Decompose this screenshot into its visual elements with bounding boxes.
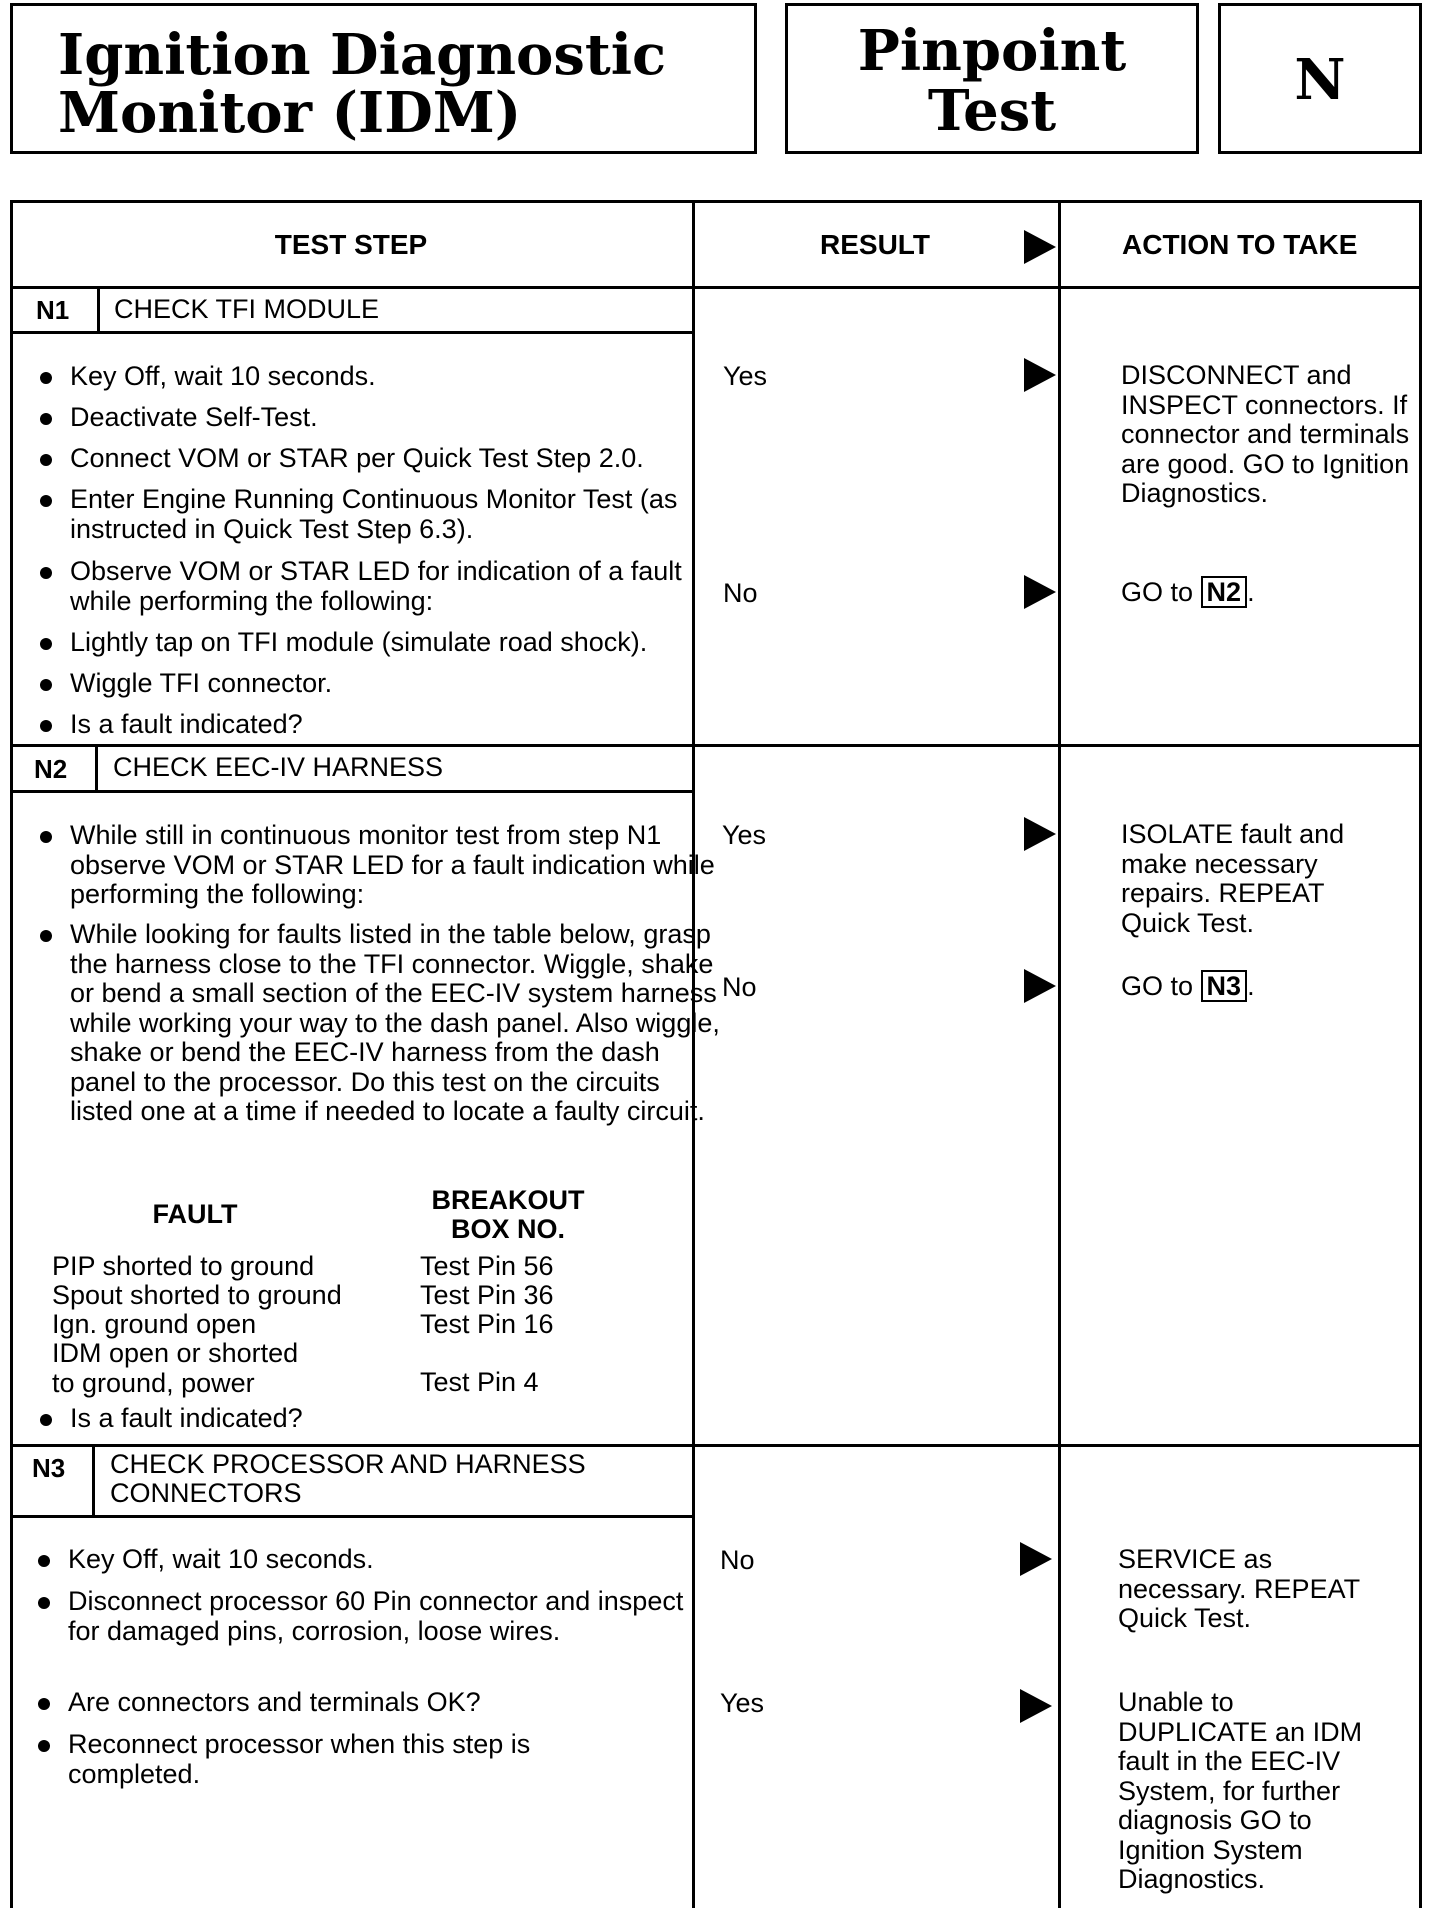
- step-reference-link[interactable]: N2: [1201, 576, 1248, 608]
- fault-name: Spout shorted to ground: [52, 1280, 342, 1310]
- step-reference-link[interactable]: N3: [1201, 970, 1248, 1002]
- result-value: Yes: [722, 820, 767, 850]
- step-title-divider: [10, 331, 692, 334]
- pinpoint-label-line2: Test: [927, 78, 1057, 144]
- step-instruction: Wiggle TFI connector.: [34, 669, 720, 699]
- action-goto: [1121, 970, 1255, 1002]
- step-title-divider: [10, 790, 692, 793]
- column-header-action: ACTION TO TAKE: [1122, 229, 1358, 260]
- step-instruction: Connect VOM or STAR per Quick Test Step 2.0.: [34, 444, 720, 474]
- step-instruction: Observe VOM or STAR LED for indication of a fault while performing the following:: [34, 557, 720, 616]
- step-instruction: Disconnect processor 60 Pin connector and inspect for damaged pins, corrosion, loose wires.: [32, 1587, 688, 1646]
- step-instruction: Lightly tap on TFI module (simulate road shock).: [34, 628, 720, 658]
- breakout-pin: Test Pin 56: [420, 1251, 554, 1281]
- test-letter: N: [1294, 47, 1346, 113]
- result-value: No: [722, 972, 757, 1002]
- pinpoint-test-box: [785, 3, 1199, 154]
- test-letter-box: [1218, 3, 1422, 154]
- step-instruction: While looking for faults listed in the table below, grasp the harness close to the TFI connector. Wiggle, shake or bend a small section of the EEC-IV system harness while working your way to the dash panel. Also wiggle, shake or bend the EEC-IV harness from the dash panel to the processor. Do this test on the circuits listed one at a time if needed to locate a faulty circuit.: [34, 920, 720, 1127]
- fault-table-header-fault: FAULT: [152, 1199, 238, 1229]
- arrow-icon: [1020, 1542, 1052, 1576]
- column-header-result: RESULT: [820, 229, 930, 260]
- arrow-icon: [1024, 230, 1056, 264]
- action-goto: [1121, 576, 1255, 608]
- step-id: N1: [36, 295, 70, 325]
- arrow-icon: [1024, 969, 1056, 1003]
- step-id-divider: [92, 1444, 95, 1516]
- step-instruction: Key Off, wait 10 seconds.: [34, 362, 720, 392]
- step-instruction: Enter Engine Running Continuous Monitor Test (as instructed in Quick Test Step 6.3).: [34, 485, 720, 544]
- step-id-divider: [95, 744, 98, 790]
- result-value: Yes: [720, 1688, 765, 1718]
- action-text: SERVICE as necessary. REPEAT Quick Test.: [1118, 1544, 1360, 1633]
- breakout-pin: Test Pin 4: [420, 1367, 539, 1397]
- step-instruction: Is a fault indicated?: [34, 710, 720, 740]
- document-title-line2: Monitor (IDM): [58, 80, 522, 146]
- step-id-divider: [97, 286, 100, 332]
- arrow-icon: [1024, 358, 1056, 392]
- column-header-test-step: TEST STEP: [274, 229, 428, 260]
- pinpoint-label-line1: Pinpoint: [857, 18, 1127, 84]
- breakout-pin: Test Pin 36: [420, 1280, 554, 1310]
- action-goto-suffix: .: [1247, 971, 1255, 1001]
- title-box: [10, 3, 757, 154]
- step-instruction: Deactivate Self-Test.: [34, 403, 720, 433]
- step-instruction: Are connectors and terminals OK?: [32, 1688, 688, 1718]
- step-title: CHECK TFI MODULE: [114, 294, 380, 324]
- arrow-icon: [1020, 1689, 1052, 1723]
- result-value: No: [720, 1545, 755, 1575]
- step-title: CHECK PROCESSOR AND HARNESS CONNECTORS: [110, 1449, 586, 1508]
- action-goto-suffix: .: [1247, 577, 1255, 607]
- action-goto-prefix: GO to: [1121, 577, 1194, 607]
- action-text: DISCONNECT and INSPECT connectors. If connector and terminals are good. GO to Ignition Diagnostics.: [1121, 360, 1410, 508]
- step-instruction: Is a fault indicated?: [34, 1404, 720, 1434]
- fault-table-header-breakout: BREAKOUT BOX NO.: [431, 1185, 585, 1244]
- action-text: Unable to DUPLICATE an IDM fault in the EEC-IV System, for further diagnosis GO to Ignition System Diagnostics.: [1118, 1687, 1363, 1894]
- header-row-divider: [10, 286, 1422, 289]
- step-id: N3: [32, 1453, 66, 1483]
- step-instruction: Key Off, wait 10 seconds.: [32, 1545, 688, 1575]
- step-divider: [10, 744, 1422, 747]
- column-divider: [1058, 200, 1061, 1908]
- step-divider: [10, 1444, 1422, 1447]
- step-instruction: While still in continuous monitor test from step N1 observe VOM or STAR LED for a fault indication while performing the following:: [34, 821, 720, 910]
- result-value: No: [723, 578, 758, 608]
- step-title-divider: [10, 1515, 692, 1518]
- step-instruction: Reconnect processor when this step is completed.: [32, 1730, 608, 1789]
- arrow-icon: [1024, 817, 1056, 851]
- document-title-line1: Ignition Diagnostic: [58, 22, 667, 88]
- fault-name: Ign. ground open: [52, 1309, 257, 1339]
- breakout-pin: Test Pin 16: [420, 1309, 554, 1339]
- fault-name: IDM open or shorted to ground, power: [52, 1338, 299, 1398]
- step-id: N2: [34, 754, 68, 784]
- step-title: CHECK EEC-IV HARNESS: [113, 752, 444, 782]
- arrow-icon: [1024, 575, 1056, 609]
- action-goto-prefix: GO to: [1121, 971, 1194, 1001]
- action-text: ISOLATE fault and make necessary repairs. REPEAT Quick Test.: [1121, 819, 1345, 938]
- fault-name: PIP shorted to ground: [52, 1251, 315, 1281]
- result-value: Yes: [723, 361, 768, 391]
